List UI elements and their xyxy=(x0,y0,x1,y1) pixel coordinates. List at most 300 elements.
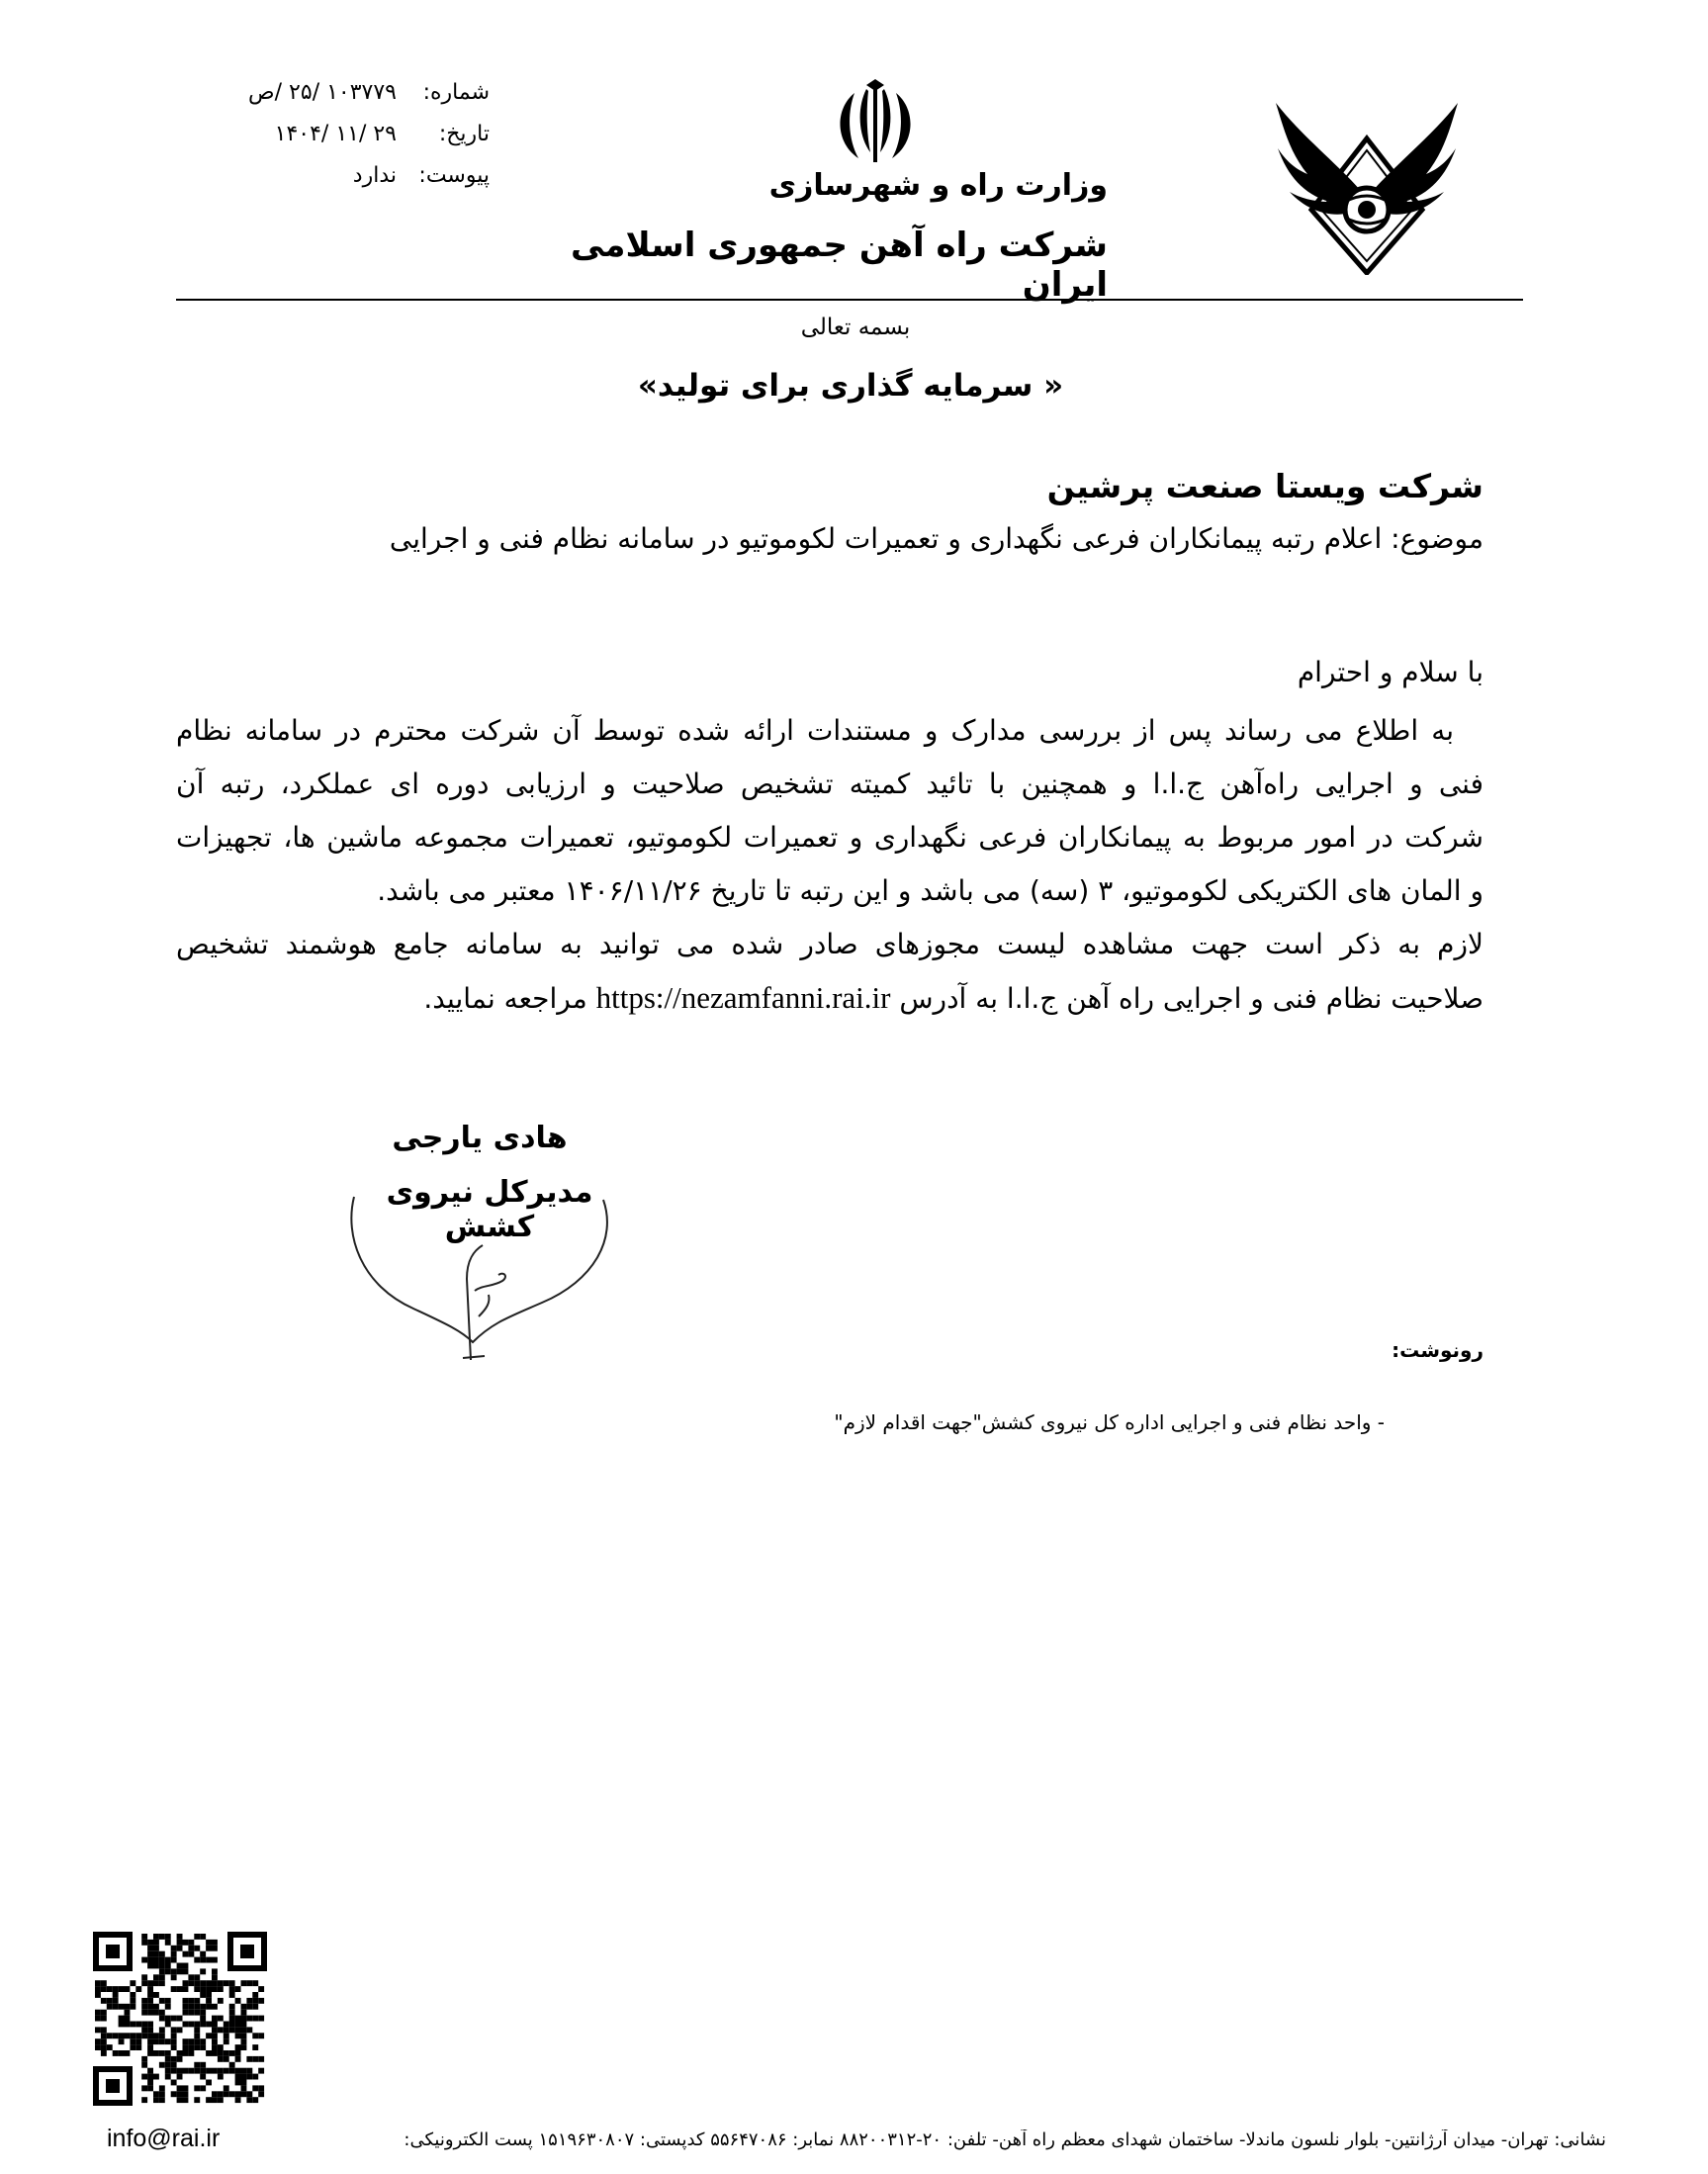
qr-module xyxy=(125,2016,131,2022)
qr-module xyxy=(153,2038,159,2044)
qr-module xyxy=(165,2022,171,2028)
qr-module xyxy=(147,2080,153,2086)
qr-module xyxy=(141,1934,147,1940)
qr-module xyxy=(188,1974,194,1980)
qr-code[interactable] xyxy=(92,1931,268,2107)
signatory-title: مدیرکل نیروی کشش xyxy=(386,1175,593,1244)
qr-module xyxy=(188,1980,194,1986)
qr-module xyxy=(194,2033,200,2038)
qr-module xyxy=(200,2004,206,2010)
qr-module xyxy=(218,2056,224,2062)
qr-module xyxy=(177,2027,183,2033)
qr-module xyxy=(183,2010,189,2016)
railway-logo-icon xyxy=(1274,99,1460,275)
qr-module xyxy=(258,2016,264,2022)
qr-module xyxy=(165,1957,171,1963)
qr-module xyxy=(246,2056,252,2062)
qr-module xyxy=(95,1986,101,1992)
qr-module xyxy=(159,1934,165,1940)
qr-module xyxy=(141,2097,147,2103)
qr-module xyxy=(171,1974,177,1980)
qr-module xyxy=(165,1934,171,1940)
qr-module xyxy=(194,2085,200,2091)
qr-module xyxy=(171,1946,177,1951)
qr-module xyxy=(95,2016,101,2022)
qr-module xyxy=(246,2068,252,2074)
qr-module xyxy=(235,2091,241,2097)
qr-module xyxy=(130,2004,135,2010)
qr-module xyxy=(147,1940,153,1946)
qr-module xyxy=(125,1986,131,1992)
qr-module xyxy=(235,2044,241,2050)
qr-module xyxy=(200,2074,206,2080)
qr-module xyxy=(165,2004,171,2010)
subject-line: موضوع: اعلام رتبه پیمانکاران فرعی نگهداری و تعمیرات لکوموتیو در سامانه نظام فنی و اجرایی xyxy=(389,522,1483,555)
qr-module xyxy=(258,2085,264,2091)
qr-module xyxy=(165,1963,171,1969)
qr-module xyxy=(171,2056,177,2062)
qr-module xyxy=(141,1957,147,1963)
qr-module xyxy=(119,2022,125,2028)
qr-module xyxy=(159,1980,165,1986)
qr-module xyxy=(212,1974,218,1980)
qr-module xyxy=(229,2050,235,2056)
qr-module xyxy=(235,2033,241,2038)
qr-module xyxy=(218,2016,224,2022)
recipient: شرکت ویستا صنعت پرشین xyxy=(1046,467,1483,505)
qr-module xyxy=(177,1934,183,1940)
qr-module xyxy=(224,2027,229,2033)
qr-module xyxy=(125,2022,131,2028)
qr-module xyxy=(153,1957,159,1963)
qr-module xyxy=(159,1957,165,1963)
qr-module xyxy=(159,2033,165,2038)
qr-module xyxy=(165,2056,171,2062)
body-line-1: به اطلاع می رساند پس از بررسی مدارک و مستندات ارائه شده توسط آن شرکت محترم در سامانه نظام xyxy=(176,714,1454,747)
qr-module xyxy=(252,2097,258,2103)
qr-module xyxy=(206,1992,212,1998)
qr-module xyxy=(218,2091,224,2097)
qr-module xyxy=(258,2068,264,2074)
qr-module xyxy=(183,2044,189,2050)
footer-address: نشانی: تهران- میدان آرژانتین- بلوار نلسون ماندلا- ساختمان شهدای معظم راه آهن- تلفن: ۲۰-۸۸۲۰۰۳۱۲ نمابر: ۵۵۶۴۷۰۸۶ کدپستی: ۱۵۱۹۶۳۰۸۰۷ پست الکترونیکی: xyxy=(404,2129,1606,2150)
qr-module xyxy=(153,2033,159,2038)
qr-module xyxy=(212,2044,218,2050)
qr-module xyxy=(171,1957,177,1963)
qr-module xyxy=(177,1940,183,1946)
qr-module xyxy=(252,2004,258,2010)
qr-module xyxy=(206,1946,212,1951)
qr-module xyxy=(212,1968,218,1974)
qr-module xyxy=(218,2044,224,2050)
qr-module xyxy=(258,1998,264,2004)
qr-module xyxy=(101,2027,107,2033)
qr-module xyxy=(130,1992,135,1998)
qr-module xyxy=(153,2004,159,2010)
qr-module xyxy=(241,2080,247,2086)
letter-number-value: ۱۰۳۷۷۹ /۲۵ /ص xyxy=(248,79,397,105)
qr-module xyxy=(194,2038,200,2044)
qr-module xyxy=(159,1951,165,1957)
qr-module xyxy=(159,2085,165,2091)
qr-module xyxy=(224,2091,229,2097)
qr-module xyxy=(107,2033,113,2038)
qr-module xyxy=(153,2091,159,2097)
qr-module xyxy=(177,1963,183,1969)
qr-module xyxy=(200,1957,206,1963)
qr-module xyxy=(218,2074,224,2080)
qr-module xyxy=(95,2010,101,2016)
qr-module xyxy=(212,2050,218,2056)
qr-module xyxy=(159,2038,165,2044)
qr-module xyxy=(183,2004,189,2010)
qr-module xyxy=(165,2038,171,2044)
letter-number-row xyxy=(223,75,490,109)
qr-module xyxy=(147,2038,153,2044)
qr-module xyxy=(125,2050,131,2056)
qr-module xyxy=(224,1980,229,1986)
qr-module xyxy=(141,2010,147,2016)
letter-attachment-label: پیوست: xyxy=(418,162,490,188)
qr-module xyxy=(194,1934,200,1940)
qr-module xyxy=(194,2062,200,2068)
footer-email-link[interactable]: info@rai.ir xyxy=(107,2125,221,2152)
qr-module xyxy=(165,2074,171,2080)
qr-module xyxy=(171,2016,177,2022)
qr-module xyxy=(218,1986,224,1992)
qr-module xyxy=(188,2050,194,2056)
qr-module xyxy=(159,1968,165,1974)
qr-module xyxy=(235,2050,241,2056)
qr-module xyxy=(188,2038,194,2044)
qr-module xyxy=(200,1968,206,1974)
qr-module xyxy=(95,2038,101,2044)
qr-module xyxy=(165,1940,171,1946)
iran-emblem-icon xyxy=(829,79,922,168)
letter-number-label: شماره: xyxy=(422,79,490,105)
qr-module xyxy=(165,2068,171,2074)
qr-module xyxy=(153,1963,159,1969)
qr-module xyxy=(119,2033,125,2038)
qr-module xyxy=(206,1980,212,1986)
qr-module xyxy=(113,1998,119,2004)
qr-module xyxy=(194,1986,200,1992)
qr-module xyxy=(206,1940,212,1946)
qr-module xyxy=(95,2027,101,2033)
qr-module xyxy=(171,1951,177,1957)
qr-module xyxy=(177,1946,183,1951)
qr-module xyxy=(95,2044,101,2050)
qr-module xyxy=(171,2068,177,2074)
qr-module xyxy=(130,1980,135,1986)
qr-module xyxy=(141,2033,147,2038)
qr-module xyxy=(171,2033,177,2038)
qr-module xyxy=(252,1998,258,2004)
qr-module xyxy=(159,1998,165,2004)
qr-module xyxy=(212,2016,218,2022)
qr-module xyxy=(194,2068,200,2074)
qr-module xyxy=(183,2022,189,2028)
qr-module xyxy=(252,2085,258,2091)
qr-module xyxy=(101,2033,107,2038)
qr-module xyxy=(246,2097,252,2103)
qr-module xyxy=(194,2044,200,2050)
qr-module xyxy=(147,1980,153,1986)
qr-module xyxy=(252,2033,258,2038)
qr-module xyxy=(141,1998,147,2004)
qr-module xyxy=(224,2068,229,2074)
qr-module xyxy=(141,1980,147,1986)
qr-module xyxy=(101,1986,107,1992)
qr-module xyxy=(153,1946,159,1951)
qr-module xyxy=(246,1980,252,1986)
qr-module xyxy=(218,2050,224,2056)
qr-module xyxy=(171,2044,177,2050)
qr-module xyxy=(95,1992,101,1998)
qr-module xyxy=(246,2091,252,2097)
qr-module xyxy=(159,2091,165,2097)
qr-module xyxy=(159,2097,165,2103)
qr-module xyxy=(147,2068,153,2074)
qr-module xyxy=(241,1980,247,1986)
qr-module xyxy=(183,2068,189,2074)
qr-module xyxy=(101,2050,107,2056)
qr-module xyxy=(147,2085,153,2091)
qr-module xyxy=(246,2027,252,2033)
qr-module xyxy=(188,1946,194,1951)
qr-module xyxy=(229,2068,235,2074)
body-line-4: و المان های الکتریکی لکوموتیو، ۳ (سه) می باشد و این رتبه تا تاریخ ۱۴۰۶/۱۱/۲۶ معتبر می باشد. xyxy=(377,874,1483,907)
signatory-name: هادی یارجی xyxy=(392,1121,568,1155)
qr-module xyxy=(212,2004,218,2010)
qr-module xyxy=(165,2016,171,2022)
qr-module xyxy=(212,1957,218,1963)
qr-module xyxy=(200,1980,206,1986)
qr-module xyxy=(194,2097,200,2103)
qr-module xyxy=(153,1974,159,1980)
qr-module xyxy=(130,1998,135,2004)
qr-module xyxy=(229,1980,235,1986)
qr-module xyxy=(119,1986,125,1992)
qr-module xyxy=(246,2004,252,2010)
qr-module xyxy=(229,2016,235,2022)
qr-module xyxy=(147,2074,153,2080)
qr-module xyxy=(212,2033,218,2038)
qr-module xyxy=(194,2022,200,2028)
qr-module xyxy=(177,2097,183,2103)
qr-module xyxy=(147,2022,153,2028)
qr-module xyxy=(252,2044,258,2050)
qr-module xyxy=(212,2097,218,2103)
qr-module xyxy=(241,2085,247,2091)
qr-module xyxy=(153,1992,159,1998)
qr-module xyxy=(194,1974,200,1980)
qr-module xyxy=(153,2010,159,2016)
letter-attachment-value: ندارد xyxy=(352,162,397,188)
ministry-title: وزارت راه و شهرسازی xyxy=(768,168,1108,203)
qr-module xyxy=(200,2068,206,2074)
qr-module xyxy=(183,1951,189,1957)
qr-module xyxy=(135,2038,141,2044)
qr-module xyxy=(258,2091,264,2097)
qr-module xyxy=(141,2085,147,2091)
qr-module xyxy=(130,2033,135,2038)
qr-module xyxy=(183,1940,189,1946)
qr-module xyxy=(141,2004,147,2010)
header-divider xyxy=(176,299,1523,301)
qr-module xyxy=(147,1986,153,1992)
qr-module xyxy=(218,1980,224,1986)
qr-module xyxy=(177,2085,183,2091)
qr-module xyxy=(188,2022,194,2028)
qr-module xyxy=(183,2097,189,2103)
qr-module xyxy=(125,2004,131,2010)
qr-module xyxy=(246,2074,252,2080)
qr-module xyxy=(252,2016,258,2022)
qr-module xyxy=(165,2050,171,2056)
qr-module xyxy=(119,2004,125,2010)
qr-module xyxy=(212,2068,218,2074)
qr-module xyxy=(235,2074,241,2080)
qr-module xyxy=(194,2004,200,2010)
qr-module xyxy=(159,1963,165,1969)
qr-module xyxy=(141,2027,147,2033)
qr-module xyxy=(159,1974,165,1980)
qr-module xyxy=(188,2010,194,2016)
slogan-text: « سرمایه گذاری برای تولید» xyxy=(637,368,1064,404)
letter-date-label: تاریخ: xyxy=(438,121,490,146)
qr-module xyxy=(183,1980,189,1986)
qr-module xyxy=(171,1986,177,1992)
qr-module xyxy=(235,2080,241,2086)
qr-module xyxy=(212,2022,218,2028)
qr-module xyxy=(241,2010,247,2016)
qr-module xyxy=(188,1998,194,2004)
qr-module xyxy=(241,2016,247,2022)
registry-url-link[interactable]: https://nezamfanni.rai.ir xyxy=(595,980,891,1015)
qr-module xyxy=(171,2062,177,2068)
qr-module xyxy=(241,2027,247,2033)
qr-module xyxy=(229,2004,235,2010)
greeting: با سلام و احترام xyxy=(1297,656,1483,688)
qr-module xyxy=(183,1986,189,1992)
company-title: شرکت راه آهن جمهوری اسلامی ایران xyxy=(571,226,1108,305)
qr-module xyxy=(200,1951,206,1957)
qr-module xyxy=(135,2044,141,2050)
qr-module xyxy=(206,2068,212,2074)
qr-module xyxy=(224,2033,229,2038)
qr-module xyxy=(171,2080,177,2086)
qr-module xyxy=(218,2068,224,2074)
qr-module xyxy=(258,2056,264,2062)
qr-module xyxy=(206,2097,212,2103)
letter-date-value: ۲۹ /۱۱ /۱۴۰۴ xyxy=(274,121,397,146)
qr-module xyxy=(194,1946,200,1951)
qr-module xyxy=(200,2062,206,2068)
qr-module xyxy=(235,2022,241,2028)
qr-module xyxy=(153,1934,159,1940)
qr-module xyxy=(183,1968,189,1974)
qr-module xyxy=(159,2062,165,2068)
qr-module xyxy=(165,1998,171,2004)
qr-module xyxy=(183,1998,189,2004)
qr-module xyxy=(135,2033,141,2038)
qr-module xyxy=(147,2027,153,2033)
qr-module xyxy=(224,2085,229,2091)
qr-module xyxy=(188,2044,194,2050)
qr-module xyxy=(125,2010,131,2016)
cc-label: رونوشت: xyxy=(1392,1338,1483,1362)
qr-module xyxy=(206,2080,212,2086)
body-line-6 xyxy=(176,973,1483,1023)
qr-module xyxy=(194,2027,200,2033)
qr-module xyxy=(229,1986,235,1992)
qr-module xyxy=(241,2022,247,2028)
qr-module xyxy=(229,2091,235,2097)
qr-module xyxy=(188,2004,194,2010)
qr-module xyxy=(200,2085,206,2091)
qr-module xyxy=(101,1980,107,1986)
qr-module xyxy=(177,2091,183,2097)
qr-module xyxy=(153,1980,159,1986)
qr-module xyxy=(171,2027,177,2033)
qr-module xyxy=(153,1940,159,1946)
qr-module xyxy=(141,2022,147,2028)
qr-module xyxy=(153,2097,159,2103)
qr-module xyxy=(200,2010,206,2016)
body-line-2: فنی و اجرایی راه‌آهن ج.ا.ا و همچنین با تائید کمیته تشخیص صلاحیت و ارزیابی دوره ای عملکرد، رتبه آن xyxy=(176,768,1483,800)
qr-module xyxy=(252,2056,258,2062)
qr-module xyxy=(171,2091,177,2097)
qr-module xyxy=(218,2097,224,2103)
qr-module xyxy=(147,2010,153,2016)
qr-module xyxy=(188,1951,194,1957)
qr-module xyxy=(206,1986,212,1992)
qr-module xyxy=(194,2010,200,2016)
qr-module xyxy=(107,1998,113,2004)
body-line-6-start: صلاحیت نظام فنی و اجرایی راه آهن ج.ا.ا به آدرس xyxy=(899,982,1483,1015)
qr-module xyxy=(224,2056,229,2062)
qr-module xyxy=(101,2016,107,2022)
qr-module xyxy=(235,2027,241,2033)
qr-module xyxy=(246,2016,252,2022)
qr-module xyxy=(130,2038,135,2044)
qr-module xyxy=(147,1963,153,1969)
qr-module xyxy=(119,2016,125,2022)
qr-module xyxy=(153,2050,159,2056)
qr-module xyxy=(241,2044,247,2050)
qr-module xyxy=(165,1968,171,1974)
qr-module xyxy=(113,2050,119,2056)
qr-module xyxy=(241,2074,247,2080)
qr-module xyxy=(147,1951,153,1957)
qr-module xyxy=(212,2027,218,2033)
qr-module xyxy=(159,2050,165,2056)
qr-module xyxy=(101,2044,107,2050)
body-line-3: شرکت در امور مربوط به پیمانکاران فرعی نگهداری و تعمیرات لکوموتیو، تعمیرات مجموعه ماشین ها، تجهیزات xyxy=(176,821,1483,854)
body-line-6-end: مراجعه نمایید. xyxy=(423,982,587,1015)
qr-module xyxy=(200,2038,206,2044)
qr-module xyxy=(241,2004,247,2010)
qr-module xyxy=(113,1986,119,1992)
qr-module xyxy=(241,2068,247,2074)
qr-module xyxy=(188,1940,194,1946)
qr-module xyxy=(200,2016,206,2022)
qr-module xyxy=(235,2016,241,2022)
qr-module xyxy=(107,1986,113,1992)
qr-module xyxy=(147,2004,153,2010)
qr-module xyxy=(183,2091,189,2097)
